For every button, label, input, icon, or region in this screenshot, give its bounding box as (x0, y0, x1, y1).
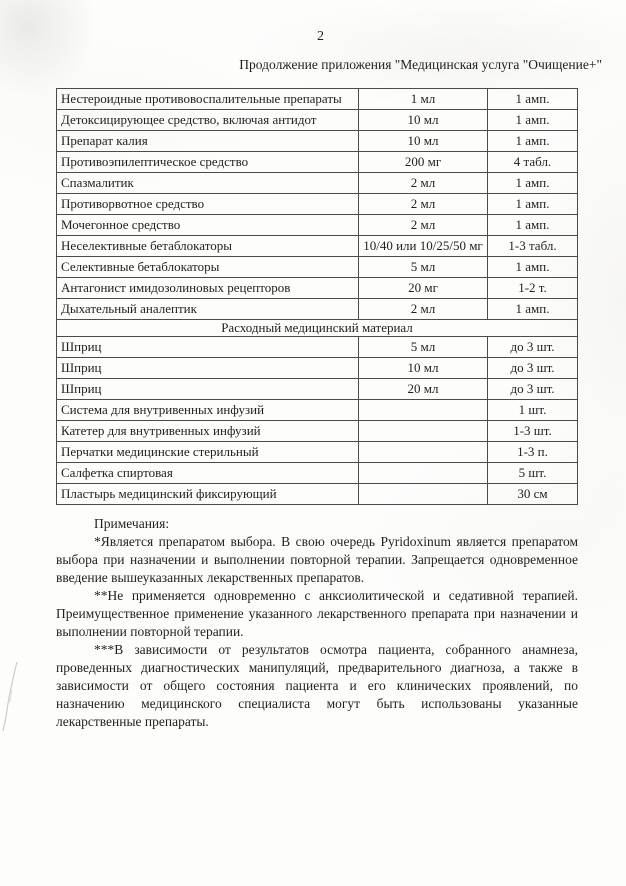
qty-cell: 1 амп. (488, 173, 578, 194)
dose-cell: 10 мл (359, 131, 488, 152)
name-cell: Салфетка спиртовая (57, 463, 359, 484)
name-cell: Катетер для внутривенных инфузий (57, 421, 359, 442)
table-row (57, 173, 578, 194)
qty-cell: 30 см (488, 484, 578, 505)
table-row (57, 400, 578, 421)
qty-cell: 1-3 табл. (488, 236, 578, 257)
name-cell: Селективные бетаблокаторы (57, 257, 359, 278)
table-row (57, 278, 578, 299)
name-cell: Препарат калия (57, 131, 359, 152)
dose-cell: 2 мл (359, 173, 488, 194)
qty-cell: 1-2 т. (488, 278, 578, 299)
table-row (57, 358, 578, 379)
table-row (57, 236, 578, 257)
table-row (57, 194, 578, 215)
qty-cell: до 3 шт. (488, 358, 578, 379)
dose-cell: 5 мл (359, 337, 488, 358)
qty-cell: до 3 шт. (488, 379, 578, 400)
qty-cell: 1 амп. (488, 110, 578, 131)
section-header-cell: Расходный медицинский материал (57, 320, 578, 337)
name-cell: Шприц (57, 358, 359, 379)
dose-cell: 200 мг (359, 152, 488, 173)
table-row (57, 442, 578, 463)
name-cell: Детоксицирующее средство, включая антидот (57, 110, 359, 131)
note-paragraph: ***В зависимости от результатов осмотра пациента, собранного анамнеза, проведенных диагностических манипуляций, предварительного диагноза, а также в зависимости от общего состояния пациента и его клинических проявлений, по назначению медицинского специалиста могут быть использованы указанные лекарственные препараты. (56, 642, 578, 729)
qty-cell: 1 амп. (488, 89, 578, 110)
pen-scratch-mark (0, 650, 30, 750)
table-row (57, 110, 578, 131)
table-row (57, 299, 578, 320)
qty-cell: 1 амп. (488, 131, 578, 152)
qty-cell: 1 амп. (488, 194, 578, 215)
table-row (57, 484, 578, 505)
dose-cell (359, 463, 488, 484)
dose-cell: 2 мл (359, 194, 488, 215)
name-cell: Противоэпилептическое средство (57, 152, 359, 173)
qty-cell: 1 шт. (488, 400, 578, 421)
table-row (57, 379, 578, 400)
note-paragraph: **Не применяется одновременно с анксиолитической и седативной терапией. Преимущественное применение указанного лекарственного препарата при назначении и выполнении повторной терапии. (56, 588, 578, 639)
table-row (57, 257, 578, 278)
table-row (57, 463, 578, 484)
qty-cell: 1 амп. (488, 215, 578, 236)
dose-cell: 5 мл (359, 257, 488, 278)
dose-cell (359, 400, 488, 421)
section-header-row (57, 320, 578, 337)
dose-cell: 1 мл (359, 89, 488, 110)
meds-table-body (57, 89, 578, 505)
dose-cell (359, 421, 488, 442)
notes-heading: Примечания: (94, 516, 170, 531)
medications-table (56, 88, 578, 505)
name-cell: Противорвотное средство (57, 194, 359, 215)
qty-cell: 1 амп. (488, 257, 578, 278)
name-cell: Перчатки медицинские стерильный (57, 442, 359, 463)
dose-cell: 20 мг (359, 278, 488, 299)
dose-cell: 10/40 или 10/25/50 мг (359, 236, 488, 257)
name-cell: Пластырь медицинский фиксирующий (57, 484, 359, 505)
name-cell: Мочегонное средство (57, 215, 359, 236)
table-row (57, 89, 578, 110)
dose-cell (359, 442, 488, 463)
dose-cell (359, 484, 488, 505)
table-row (57, 131, 578, 152)
name-cell: Шприц (57, 379, 359, 400)
qty-cell: 1-3 шт. (488, 421, 578, 442)
dose-cell: 20 мл (359, 379, 488, 400)
qty-cell: 1 амп. (488, 299, 578, 320)
qty-cell: до 3 шт. (488, 337, 578, 358)
name-cell: Дыхательный аналептик (57, 299, 359, 320)
name-cell: Шприц (57, 337, 359, 358)
name-cell: Неселективные бетаблокаторы (57, 236, 359, 257)
table-row (57, 215, 578, 236)
notes-section (56, 515, 578, 731)
dose-cell: 10 мл (359, 110, 488, 131)
name-cell: Антагонист имидозолиновых рецепторов (57, 278, 359, 299)
table-row (57, 421, 578, 442)
table-row (57, 337, 578, 358)
note-paragraph: *Является препаратом выбора. В свою очередь Pyridoxinum является препаратом выбора при назначении и выполнении повторной терапии. Запрещается одновременное введение вышеуказанных лекарственных препаратов. (56, 534, 578, 585)
document-title: Продолжение приложения "Медицинская услуга "Очищение+" (239, 57, 602, 72)
qty-cell: 5 шт. (488, 463, 578, 484)
dose-cell: 10 мл (359, 358, 488, 379)
name-cell: Система для внутривенных инфузий (57, 400, 359, 421)
qty-cell: 4 табл. (488, 152, 578, 173)
qty-cell: 1-3 п. (488, 442, 578, 463)
name-cell: Спазмалитик (57, 173, 359, 194)
dose-cell: 2 мл (359, 215, 488, 236)
name-cell: Нестероидные противовоспалительные препараты (57, 89, 359, 110)
page-number: 2 (317, 29, 325, 44)
table-row (57, 152, 578, 173)
dose-cell: 2 мл (359, 299, 488, 320)
